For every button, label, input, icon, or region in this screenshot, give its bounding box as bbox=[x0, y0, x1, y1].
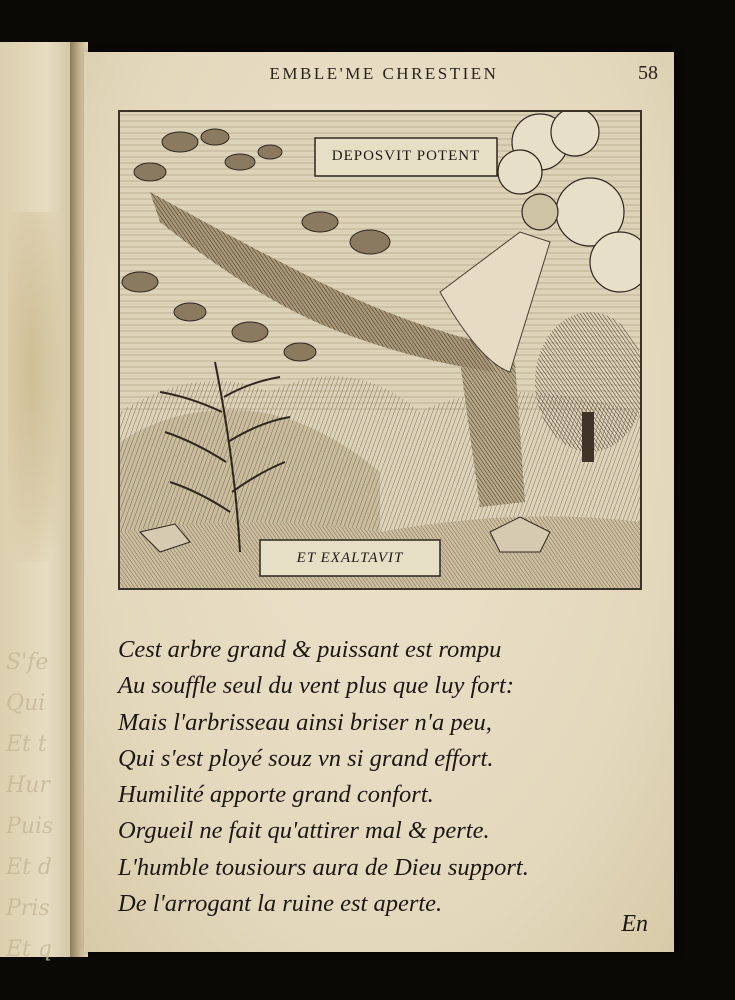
facing-page-line: Et t bbox=[6, 732, 47, 757]
verse-line: Cest arbre grand & puissant est rompu bbox=[118, 636, 502, 663]
facing-page-line: Puis bbox=[6, 814, 54, 839]
verse-line: Orgueil ne fait qu'attirer mal & perte. bbox=[118, 817, 490, 845]
verse-line: Humilité apporte grand confort. bbox=[118, 781, 434, 809]
verse-line: Qui s'est ployé souz vn si grand effort. bbox=[118, 744, 494, 772]
verse-line: Au souffle seul du vent plus que luy fort: bbox=[118, 672, 515, 700]
catchword: En bbox=[621, 911, 648, 937]
facing-page-line: Et q bbox=[6, 937, 52, 962]
verse-line: De l'arrogant la ruine est aperte. bbox=[118, 890, 443, 918]
page-number: 58 bbox=[638, 62, 658, 84]
engraving-illustration bbox=[120, 112, 640, 588]
facing-page-line: S'fe bbox=[6, 650, 49, 675]
emblem-verse bbox=[118, 632, 658, 922]
emblem-engraving bbox=[118, 110, 642, 590]
facing-page-line: Et d bbox=[6, 855, 52, 880]
book-page bbox=[84, 52, 674, 952]
facing-page-line: Qui bbox=[6, 691, 46, 716]
verse-line: L'humble tousiours aura de Dieu support. bbox=[118, 853, 529, 881]
facing-page-line: Pris bbox=[6, 896, 50, 921]
running-head: EMBLE'ME CHRESTIEN bbox=[269, 64, 499, 83]
facing-page-bleedthrough bbox=[8, 212, 68, 562]
facing-page bbox=[0, 42, 78, 962]
verse-line: Mais l'arbrisseau ainsi briser n'a peu, bbox=[118, 708, 492, 736]
facing-page-line: Hur bbox=[6, 773, 50, 798]
motto-banner-bottom: ET EXALTAVIT bbox=[296, 550, 404, 566]
motto-banner-top: DEPOSVIT POTENT bbox=[331, 148, 481, 164]
facing-page-text bbox=[6, 642, 76, 982]
